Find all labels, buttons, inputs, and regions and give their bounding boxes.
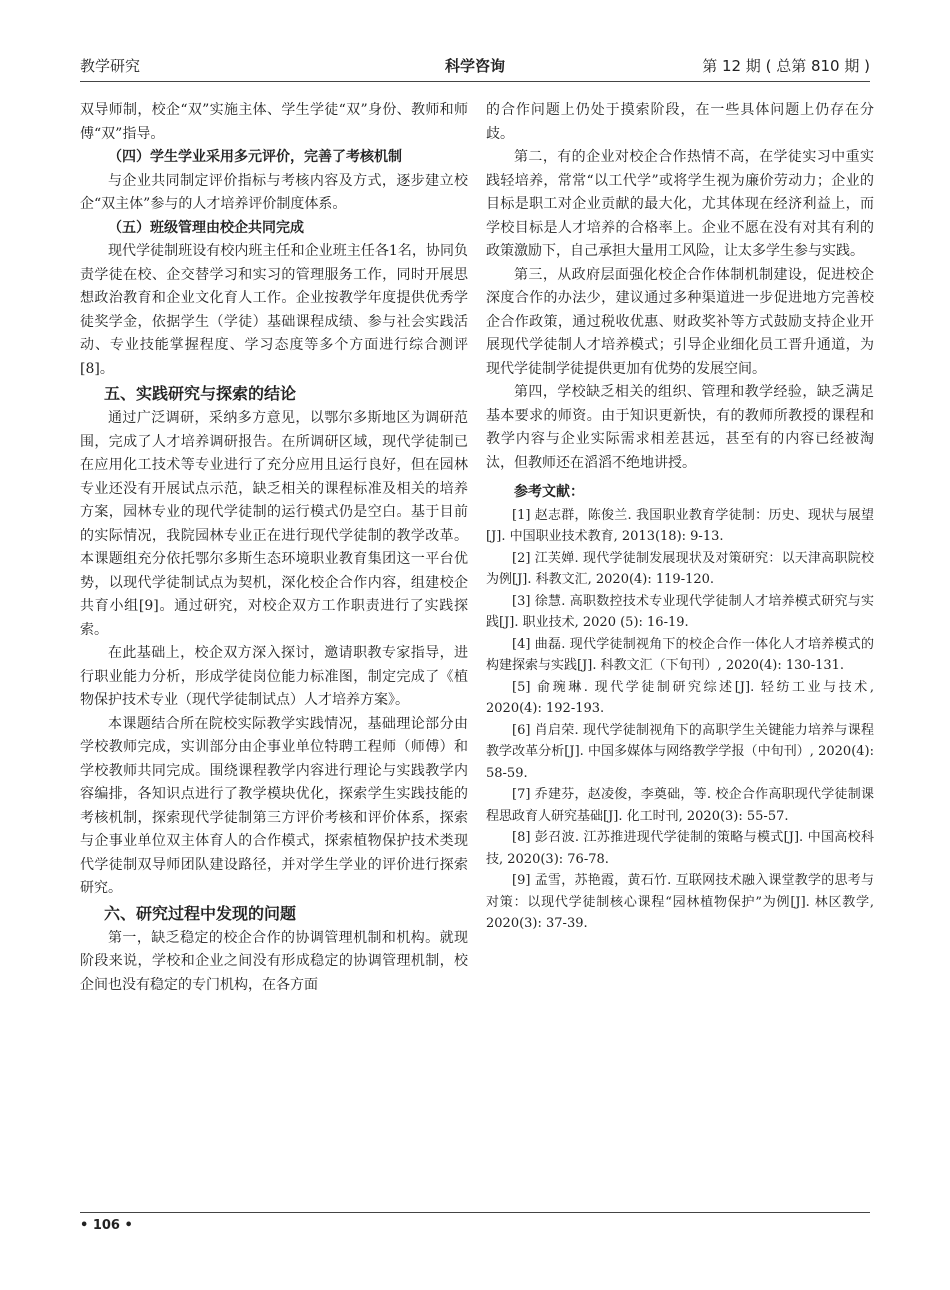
- issue-number: 第 12 期 ( 总第 810 期 ): [702, 57, 870, 75]
- paragraph: 第四，学校缺乏相关的组织、管理和教学经验，缺乏满足基本要求的师资。由于知识更新快，有的教师所教授的课程和教学内容与企业实际需求相差甚远，甚至有的内容已经被淘汰，但教师还在滔滔不绝地讲授。: [486, 384, 874, 471]
- paragraph: 第二，有的企业对校企合作热情不高，在学徒实习中重实践轻培养，常常“以工代学”或将学生视为廉价劳动力；企业的目标是职工对企业贡献的最大化，尤其体现在经济利益上，而学校目标是人才培养的合格率上。企业不愿在没有对其有利的政策激励下，自己承担大量用工风险，让太多学生参与实践。: [486, 149, 874, 259]
- references-title: 参考文献：: [514, 484, 584, 500]
- reference-item: [1] 赵志群，陈俊兰. 我国职业教育学徒制：历史、现状与展望[J]. 中国职业技术教育, 2013(18): 9-13.: [486, 507, 874, 544]
- section-label: 教学研究: [80, 57, 141, 75]
- page-number: • 106 •: [80, 1218, 133, 1233]
- paragraph: 第一，缺乏稳定的校企合作的协调管理机制和机构。就现阶段来说，学校和企业之间没有形成稳定的协调管理机制，校企间也没有稳定的专门机构，在各方面: [80, 929, 468, 993]
- paragraph: 与企业共同制定评价指标与考核内容及方式，逐步建立校企“双主体”参与的人才培养评价制度体系。: [80, 172, 468, 212]
- reference-item: [9] 孟雪，苏艳霞，黄石竹. 互联网技术融入课堂教学的思考与对策：以现代学徒制核心课程“园林植物保护”为例[J]. 林区教学, 2020(3): 37-39.: [486, 873, 874, 931]
- paragraph: 的合作问题上仍处于摸索阶段，在一些具体问题上仍存在分歧。: [486, 102, 874, 142]
- subsection-heading: （五）班级管理由校企共同完成: [108, 219, 304, 236]
- reference-item: [4] 曲磊. 现代学徒制视角下的校企合作一体化人才培养模式的构建探索与实践[J]. 科教文汇（下旬刊）, 2020(4): 130-131.: [486, 636, 874, 673]
- paragraph: 双导师制，校企“双”实施主体、学生学徒“双”身份、教师和师傅“双”指导。: [80, 102, 468, 142]
- section-heading: 六、研究过程中发现的问题: [104, 903, 297, 923]
- reference-item: [2] 江芙婵. 现代学徒制发展现状及对策研究：以天津高职院校为例[J]. 科教文汇, 2020(4): 119-120.: [486, 550, 874, 587]
- reference-item: [6] 肖启荣. 现代学徒制视角下的高职学生关键能力培养与课程教学改革分析[J]. 中国多媒体与网络教学学报（中旬刊）, 2020(4): 58-59.: [486, 722, 874, 781]
- left-column: [80, 99, 468, 997]
- page-header: [80, 50, 870, 80]
- reference-item: [3] 徐慧. 高职数控技术专业现代学徒制人才培养模式研究与实践[J]. 职业技术, 2020 (5): 16-19.: [486, 593, 874, 630]
- section-heading: 五、实践研究与探索的结论: [104, 384, 297, 403]
- header-divider: [80, 81, 870, 82]
- journal-title: 科学咨询: [444, 57, 505, 75]
- reference-item: [5] 俞琬琳. 现代学徒制研究综述[J]. 轻纺工业与技术, 2020(4): 192-193.: [486, 679, 874, 716]
- reference-item: [7] 乔建芬，赵凌俊，李奠础，等. 校企合作高职现代学徒制课程思政育人研究基础[J]. 化工时刊, 2020(3): 55-57.: [486, 787, 874, 824]
- reference-item: [8] 彭召波. 江苏推进现代学徒制的策略与模式[J]. 中国高校科技, 2020(3): 76-78.: [486, 830, 874, 867]
- paragraph: 现代学徒制班设有校内班主任和企业班主任各1名，协同负责学徒在校、企交替学习和实习的管理服务工作，同时开展思想政治教育和企业文化育人工作。企业按教学年度提供优秀学徒奖学金，依据学生（学徒）基础课程成绩、参与社会实践活动、专业技能掌握程度、学习态度等多个方面进行综合测评[8]。: [80, 243, 468, 377]
- paragraph: 本课题结合所在院校实际教学实践情况，基础理论部分由学校教师完成，实训部分由企事业单位特聘工程师（师傅）和学校教师共同完成。围绕课程教学内容进行理论与实践教学内容编排，各知识点进行了教学模块优化，探索学生实践技能的考核机制，探索现代学徒制第三方评价考核和评价体系，探索与企事业单位双主体育人的合作模式，探索植物保护技术类现代学徒制双导师团队建设路径，并对学生学业的评价进行探索研究。: [80, 715, 468, 896]
- footer-divider: [80, 1212, 870, 1213]
- paragraph: 在此基础上，校企双方深入探讨，邀请职教专家指导，进行职业能力分析，形成学徒岗位能力标准图，制定完成了《植物保护技术专业（现代学徒制试点）人才培养方案》。: [80, 645, 468, 708]
- paragraph: 通过广泛调研，采纳多方意见，以鄂尔多斯地区为调研范围，完成了人才培养调研报告。在所调研区域，现代学徒制已在应用化工技术等专业进行了充分应用且运行良好，但在园林专业还没有开展试点示范，缺乏相关的课程标准及相关的培养方案，园林专业的现代学徒制的运行模式仍是空白。基于目前的实际情况，我院园林专业正在进行现代学徒制的教学改革。本课题组充分依托鄂尔多斯生态环境职业教育集团这一平台优势，以现代学徒制试点为契机，深化校企合作内容，组建校企共育小组[9]。通过研究，对校企双方工作职责进行了实践探索。: [80, 410, 468, 638]
- right-column: [486, 99, 874, 935]
- paragraph: 第三，从政府层面强化校企合作体制机制建设，促进校企深度合作的办法少，建议通过多种渠道进一步促进地方完善校企合作政策，通过税收优惠、财政奖补等方式鼓励支持企业开展现代学徒制人才培养模式；引导企业细化员工晋升通道，为现代学徒制学徒提供更加有优势的发展空间。: [486, 266, 874, 377]
- subsection-heading: （四）学生学业采用多元评价，完善了考核机制: [108, 149, 402, 165]
